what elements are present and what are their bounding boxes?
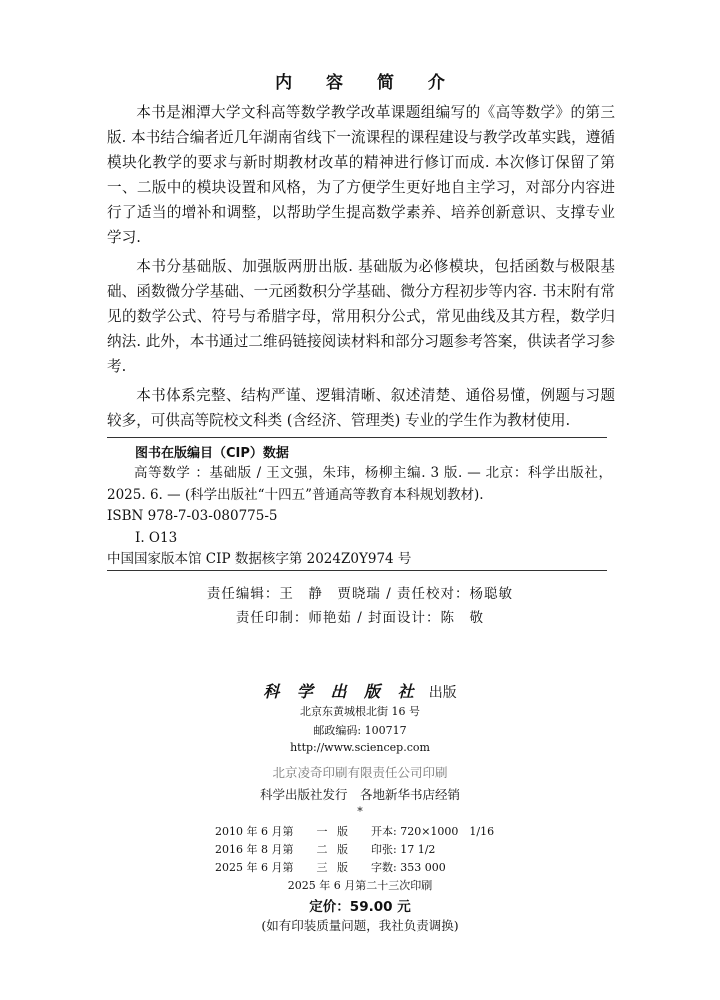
- publisher-logo: 科 学 出 版 社: [263, 682, 420, 701]
- edition-info: 印张: 17 1/2: [371, 843, 436, 856]
- publisher-imprint: [0, 679, 720, 702]
- edition-kind: 版: [337, 843, 348, 856]
- cip-heading: 图书在版编目（CIP）数据: [135, 446, 289, 461]
- cip-classification: Ⅰ. O13: [135, 529, 178, 546]
- cip-record: [107, 463, 612, 571]
- separator-asterisk: *: [357, 805, 363, 818]
- cip-isbn: ISBN 978-7-03-080775-5: [107, 508, 278, 524]
- edition-row: [215, 841, 435, 857]
- editors-line-2: 责任印制：师艳茹 / 封面设计：陈 敬: [235, 610, 485, 626]
- publisher-address: 北京东黄城根北街 16 号: [300, 705, 420, 718]
- price: 定价：59.00 元: [309, 899, 411, 915]
- intro-paragraph-2: 本书分基础版、加强版两册出版. 基础版为必修模块，包括函数与极限基础、函数微分学基础、一元函数积分学基础、微分方程初步等内容. 书末附有常见的数学公式、符号与希腊字母，常用积分公式，常见曲线及其方程，数学归纳法. 此外，本书通过二维码链接阅读材料和部分习题参考答案，供读者学习参考.: [107, 258, 615, 375]
- intro-paragraph-3: 本书体系完整、结构严谨、逻辑清晰、叙述清楚、通俗易懂，例题与习题较多，可供高等院校文科类 (含经济、管理类) 专业的学生作为教材使用.: [107, 387, 615, 429]
- edition-info: 字数: 353 000: [371, 861, 446, 874]
- intro-title: 内 容 简 介: [275, 73, 459, 93]
- printing-line: 2025 年 6 月第二十三次印刷: [287, 879, 433, 892]
- distribution-line: 科学出版社发行 各地新华书店经销: [259, 787, 460, 802]
- edition-info: 开本: 720×1000 1/16: [371, 825, 495, 838]
- edition-date: 2016 年 8 月第: [215, 843, 294, 856]
- publisher-postcode: 邮政编码: 100717: [313, 724, 407, 737]
- edition-date: 2010 年 6 月第: [215, 825, 294, 838]
- cip-data-number: 中国国家版本馆 CIP 数据核字第 2024Z0Y974 号: [107, 551, 412, 567]
- publisher-suffix: 出版: [428, 685, 457, 701]
- printer-line: 北京凌奇印刷有限责任公司印刷: [272, 765, 448, 780]
- edition-row: [215, 859, 446, 875]
- edition-kind: 版: [337, 861, 348, 874]
- quality-notice: (如有印装质量问题，我社负责调换): [261, 918, 459, 933]
- cip-bibliographic-entry: 高等数学 ：基础版 / 王文强，朱玮，杨柳主编. 3 版. — 北京：科学出版社，2025. 6. — (科学出版社“十四五”普通高等教育本科规划教材).: [107, 465, 612, 503]
- edition-row: [215, 823, 494, 839]
- edition-number: 二: [316, 843, 328, 856]
- cip-top-rule: [107, 437, 607, 438]
- publisher-website: http://www.sciencep.com: [290, 741, 430, 754]
- cip-bottom-rule: [107, 570, 607, 571]
- edition-number: 三: [316, 861, 328, 874]
- intro-paragraph-1: 本书是湘潭大学文科高等数学教学改革课题组编写的《高等数学》的第三版. 本书结合编者近几年湖南省线下一流课程的课程建设与教学改革实践，遵循模块化教学的要求与新时期教材改革的精神进行修订而成. 本次修订保留了第一、二版中的模块设置和风格，为了方便学生更好地自主学习，对部分内容进行了适当的增补和调整，以帮助学生提高数学素养、培养创新意识、支撑专业学习.: [107, 104, 615, 246]
- edition-date: 2025 年 6 月第: [215, 861, 294, 874]
- edition-number: 一: [316, 825, 328, 838]
- editors-line-1: 责任编辑：王 静 贾晓瑞 / 责任校对：杨聪敏: [206, 586, 514, 602]
- intro-section: [107, 100, 615, 433]
- edition-kind: 版: [337, 825, 348, 838]
